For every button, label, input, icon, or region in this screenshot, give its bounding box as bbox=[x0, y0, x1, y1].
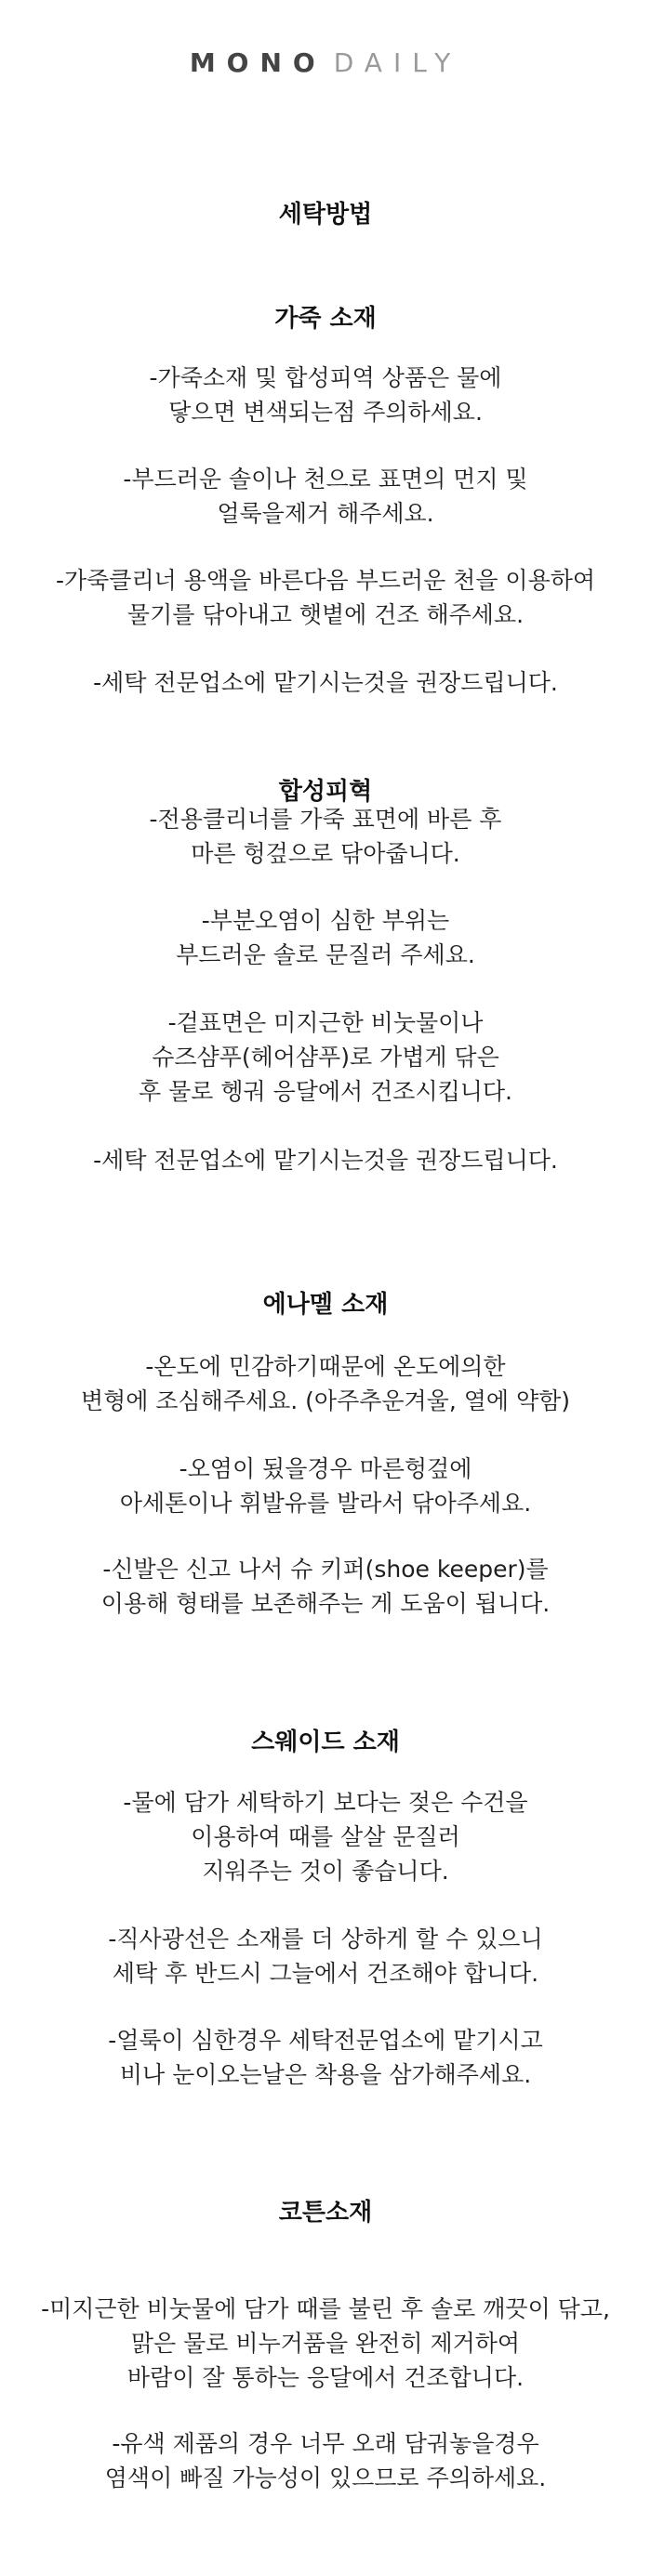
section-leather-paragraph: -가죽소재 및 합성피역 상품은 물에 닿으면 변색되는점 주의하세요. bbox=[149, 364, 502, 426]
section-leather-paragraph: -부드러운 솔이나 천으로 표면의 먼지 및 얼룩을제거 해주세요. bbox=[123, 466, 528, 527]
section-leather-paragraph: -가죽클리너 용액을 바른다음 부드러운 천을 이용하여 물기를 닦아내고 햇볕에 건조 해주세요. bbox=[55, 567, 596, 628]
section-synthetic-paragraph: -세탁 전문업소에 맡기시는것을 권장드립니다. bbox=[93, 1147, 558, 1174]
section-cotton-paragraph: -유색 제품의 경우 너무 오래 담궈놓을경우 염색이 빠질 가능성이 있으므로 주의하세요. bbox=[104, 2430, 547, 2491]
section-cotton-paragraph: -미지근한 비눗물에 담가 때를 불린 후 솔로 깨끗이 닦고, 맑은 물로 비누거품을 완전히 제거하여 바람이 잘 통하는 응달에서 건조합니다. bbox=[41, 2295, 610, 2391]
section-leather-title: 가죽 소재 bbox=[274, 305, 377, 333]
section-enamel-paragraph: -온도에 민감하기때문에 온도에의한 변형에 조심해주세요. (아주추운겨울, 열에 약함) bbox=[80, 1353, 571, 1414]
section-enamel-paragraph: -오염이 됬을경우 마른헝겊에 아세톤이나 휘발유를 발라서 닦아주세요. bbox=[119, 1455, 532, 1517]
section-synthetic-paragraph: -겉표면은 미지근한 비눗물이나 슈즈샴푸(헤어샴푸)로 가볍게 닦은 후 물로 헹궈 응달에서 건조시킵니다. bbox=[139, 1009, 512, 1105]
section-leather-paragraph: -세탁 전문업소에 맡기시는것을 권장드립니다. bbox=[93, 669, 558, 696]
section-enamel-title: 에나멜 소재 bbox=[262, 1291, 389, 1319]
page-title: 세탁방법 bbox=[278, 201, 373, 229]
brand-logo-light: DAILY bbox=[333, 47, 462, 78]
section-suede-paragraph: -물에 담가 세탁하기 보다는 젖은 수건을 이용하여 때를 살살 문질러 지워주는 것이 좋습니다. bbox=[123, 1789, 528, 1885]
section-suede-paragraph: -얼룩이 심한경우 세탁전문업소에 맡기시고 비나 눈이오는날은 착용을 삼가해주세요. bbox=[108, 2027, 543, 2088]
brand-logo bbox=[0, 47, 651, 78]
section-synthetic-paragraph: -전용클리너를 가죽 표면에 바른 후 마른 헝겊으로 닦아줍니다. bbox=[149, 806, 502, 867]
section-synthetic-title: 합성피혁 bbox=[278, 778, 373, 806]
section-suede-title: 스웨이드 소재 bbox=[251, 1728, 400, 1756]
section-synthetic-paragraph: -부분오염이 심한 부위는 부드러운 솔로 문질러 주세요. bbox=[176, 907, 475, 968]
section-enamel-paragraph: -신발은 신고 나서 슈 키퍼(shoe keeper)를 이용해 형태를 보존해주는 게 도움이 됩니다. bbox=[100, 1556, 551, 1617]
section-suede-paragraph: -직사광선은 소재를 더 상하게 할 수 있으니 세탁 후 반드시 그늘에서 건조해야 합니다. bbox=[108, 1925, 543, 1987]
section-cotton-title: 코튼소재 bbox=[278, 2199, 373, 2227]
brand-logo-bold: MONO bbox=[189, 47, 326, 78]
